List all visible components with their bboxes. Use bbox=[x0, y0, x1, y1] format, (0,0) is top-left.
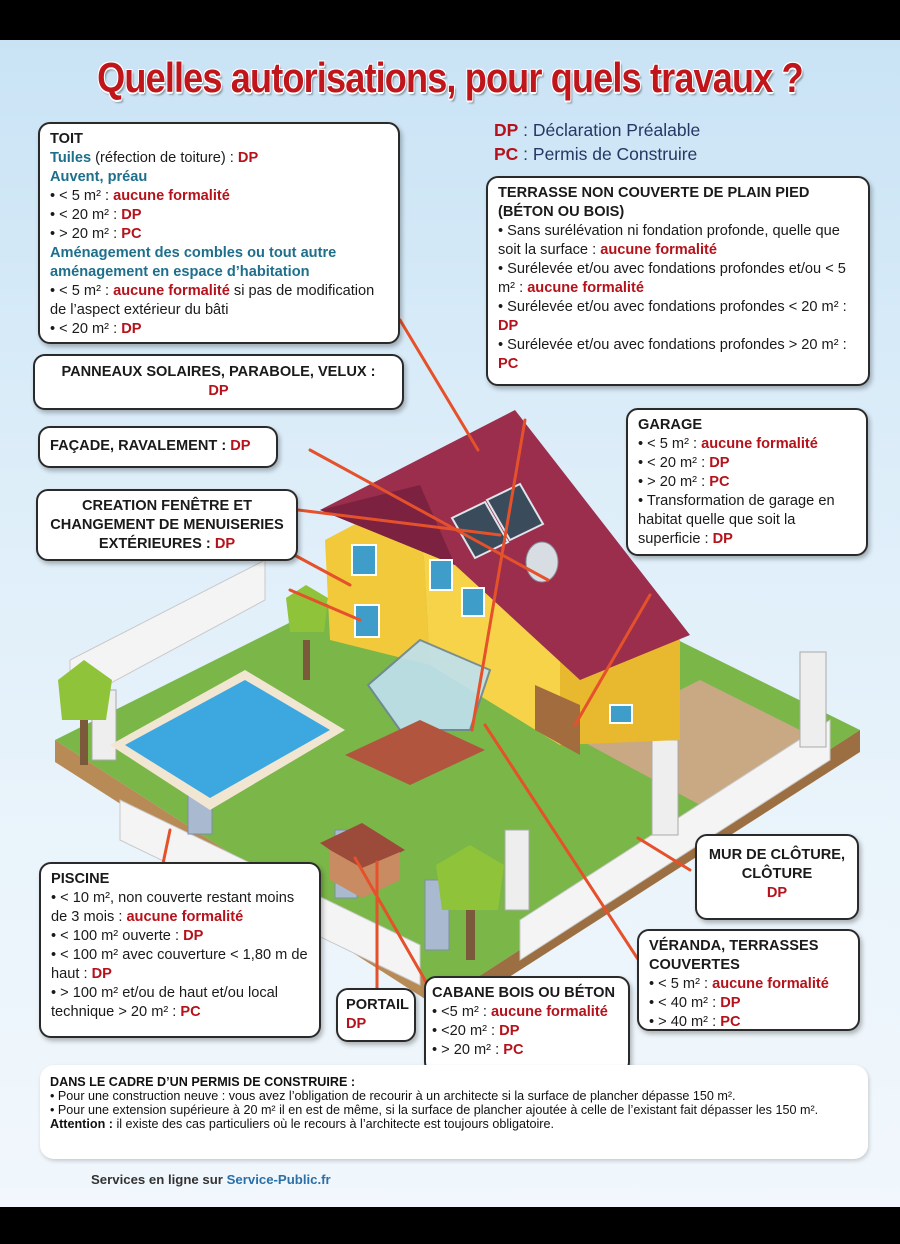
footer-text: Services en ligne sur bbox=[91, 1172, 227, 1187]
callout-toit bbox=[38, 122, 400, 344]
line-text: (réfection de toiture) : bbox=[91, 150, 238, 166]
callout-panneaux bbox=[33, 354, 404, 410]
window bbox=[610, 705, 632, 723]
callout-heading: CREATION FENÊTRE ET CHANGEMENT DE MENUISERIES EXTÉRIEURES : bbox=[50, 498, 284, 552]
callout-piscine bbox=[39, 862, 321, 1038]
line-text: • > 20 m² : bbox=[432, 1042, 504, 1058]
line-text: • < 5 m² : bbox=[638, 436, 702, 452]
line-text: • < 10 m², non couverte restant moins de 3 mois : bbox=[51, 890, 295, 925]
line-value: aucune formalité bbox=[126, 909, 244, 925]
line-value: aucune formalité bbox=[491, 1004, 608, 1020]
line-text: • > 40 m² : bbox=[649, 1014, 721, 1030]
note-line: • Pour une extension supérieure à 20 m² il en est de même, si la surface de plancher ajoutée à celle de l’existant fait dépasser les 150 m². bbox=[50, 1103, 819, 1117]
line-value: aucune formalité bbox=[113, 188, 230, 204]
callout-heading: GARAGE bbox=[638, 417, 703, 433]
callout-heading: FAÇADE, RAVALEMENT : bbox=[50, 438, 231, 454]
line-text: • <20 m² : bbox=[432, 1023, 500, 1039]
line-text: • Surélevée et/ou avec fondations profondes < 20 m² : bbox=[498, 299, 847, 315]
line-text: • < 5 m² : bbox=[50, 188, 114, 204]
line-text: si pas de modification de l’aspect extérieur du bâti bbox=[50, 283, 375, 318]
line-value: DP bbox=[720, 995, 741, 1011]
callout-value: DP bbox=[346, 1016, 367, 1032]
fence-pillar bbox=[652, 740, 678, 835]
line-text: • < 20 m² : bbox=[638, 455, 710, 471]
line-value: DP bbox=[121, 207, 142, 223]
legend-sep: : bbox=[518, 144, 533, 164]
page-title: Quelles autorisations, pour quels travaux ? bbox=[97, 54, 803, 101]
architect-note bbox=[40, 1065, 868, 1159]
callout-heading: PANNEAUX SOLAIRES, PARABOLE, VELUX : bbox=[61, 364, 376, 380]
window bbox=[352, 545, 376, 575]
line-value: PC bbox=[121, 226, 142, 242]
line-value: aucune formalité bbox=[701, 436, 818, 452]
line-value: PC bbox=[180, 1004, 201, 1020]
callout-heading: PORTAIL bbox=[346, 997, 409, 1013]
line-value: aucune formalité bbox=[712, 976, 829, 992]
legend-sep: : bbox=[518, 120, 533, 140]
line-text: • < 5 m² : bbox=[50, 283, 114, 299]
window bbox=[430, 560, 452, 590]
line-text: • Transformation de garage en habitat quelle que soit la superficie : bbox=[638, 493, 835, 547]
line-text: • Surélevée et/ou avec fondations profondes > 20 m² : bbox=[498, 337, 847, 353]
line-text: • > 20 m² : bbox=[638, 474, 710, 490]
line-value: PC bbox=[503, 1042, 524, 1058]
line-value: aucune formalité bbox=[600, 242, 717, 258]
line-text: • Surélevée et/ou avec fondations profondes et/ou < 5 m² : bbox=[498, 261, 846, 296]
line-value: DP bbox=[237, 150, 259, 166]
legend-text: Déclaration Préalable bbox=[532, 120, 701, 140]
line-text: • <5 m² : bbox=[432, 1004, 492, 1020]
line-value: DP bbox=[499, 1023, 520, 1039]
callout-terrasse bbox=[486, 176, 870, 386]
legend-text: Permis de Construire bbox=[532, 144, 698, 164]
callout-cabane bbox=[424, 976, 630, 1074]
note-heading: DANS LE CADRE D’UN PERMIS DE CONSTRUIRE : bbox=[50, 1075, 356, 1089]
callout-value: DP bbox=[230, 438, 251, 454]
note-attention-text: il existe des cas particuliers où le recours à l’architecte est toujours obligatoire. bbox=[112, 1117, 554, 1131]
callout-value: DP bbox=[766, 885, 788, 901]
callout-veranda bbox=[637, 929, 860, 1031]
line-text: • > 20 m² : bbox=[50, 226, 122, 242]
subheading: Aménagement des combles ou tout autre aménagement en espace d’habitation bbox=[50, 245, 337, 280]
line-text: • < 20 m² : bbox=[50, 207, 122, 223]
line-value: PC bbox=[720, 1014, 741, 1030]
legend-item-pc bbox=[494, 142, 700, 166]
line-value: aucune formalité bbox=[113, 283, 230, 299]
callout-heading: PISCINE bbox=[51, 871, 110, 887]
line-value: PC bbox=[709, 474, 730, 490]
callout-facade bbox=[38, 426, 278, 468]
callout-cloture bbox=[695, 834, 859, 920]
fence-pillar bbox=[800, 652, 826, 747]
note-attention-label: Attention : bbox=[50, 1117, 113, 1131]
callout-value: DP bbox=[208, 383, 229, 399]
line-value: aucune formalité bbox=[527, 280, 644, 296]
poster bbox=[0, 40, 900, 1207]
legend-item-dp bbox=[494, 118, 700, 142]
callout-garage bbox=[626, 408, 868, 556]
callout-portail bbox=[336, 988, 416, 1042]
callout-heading: CABANE BOIS OU BÉTON bbox=[432, 985, 615, 1001]
line-value: DP bbox=[91, 966, 112, 982]
line-text: • > 100 m² et/ou de haut et/ou local technique > 20 m² : bbox=[51, 985, 279, 1020]
line-text: • < 100 m² ouverte : bbox=[51, 928, 184, 944]
callout-heading: TOIT bbox=[50, 131, 83, 147]
line-text: • < 20 m² : bbox=[50, 321, 122, 337]
note-line: • Pour une construction neuve : vous avez l’obligation de recourir à un architecte si la surface de plancher dépasse 150 m². bbox=[50, 1089, 736, 1103]
callout-heading: VÉRANDA, TERRASSES COUVERTES bbox=[649, 938, 819, 973]
footer-link[interactable]: Service-Public.fr bbox=[226, 1172, 331, 1187]
line-value: DP bbox=[121, 321, 142, 337]
callout-value: DP bbox=[214, 536, 236, 552]
subheading: Tuiles bbox=[50, 150, 92, 166]
line-text: • < 40 m² : bbox=[649, 995, 721, 1011]
line-value: DP bbox=[498, 318, 519, 334]
line-text: • < 5 m² : bbox=[649, 976, 713, 992]
callout-heading: TERRASSE NON COUVERTE DE PLAIN PIED (BÉTON OU BOIS) bbox=[498, 185, 810, 220]
legend-abbr: PC bbox=[494, 144, 519, 164]
line-text: • < 100 m² avec couverture < 1,80 m de haut : bbox=[51, 947, 308, 982]
line-value: PC bbox=[498, 356, 519, 372]
callout-fenetre bbox=[36, 489, 298, 561]
subheading: Auvent, préau bbox=[50, 169, 148, 185]
line-value: DP bbox=[183, 928, 204, 944]
legend-abbr: DP bbox=[494, 120, 519, 140]
fence-pillar bbox=[505, 830, 529, 910]
line-text: • Sans surélévation ni fondation profonde, quelle que soit la surface : bbox=[498, 223, 840, 258]
legend bbox=[494, 118, 700, 166]
callout-heading: MUR DE CLÔTURE, CLÔTURE bbox=[708, 847, 846, 882]
footer bbox=[91, 1172, 331, 1187]
line-value: DP bbox=[709, 455, 730, 471]
line-value: DP bbox=[712, 531, 733, 547]
window bbox=[462, 588, 484, 616]
